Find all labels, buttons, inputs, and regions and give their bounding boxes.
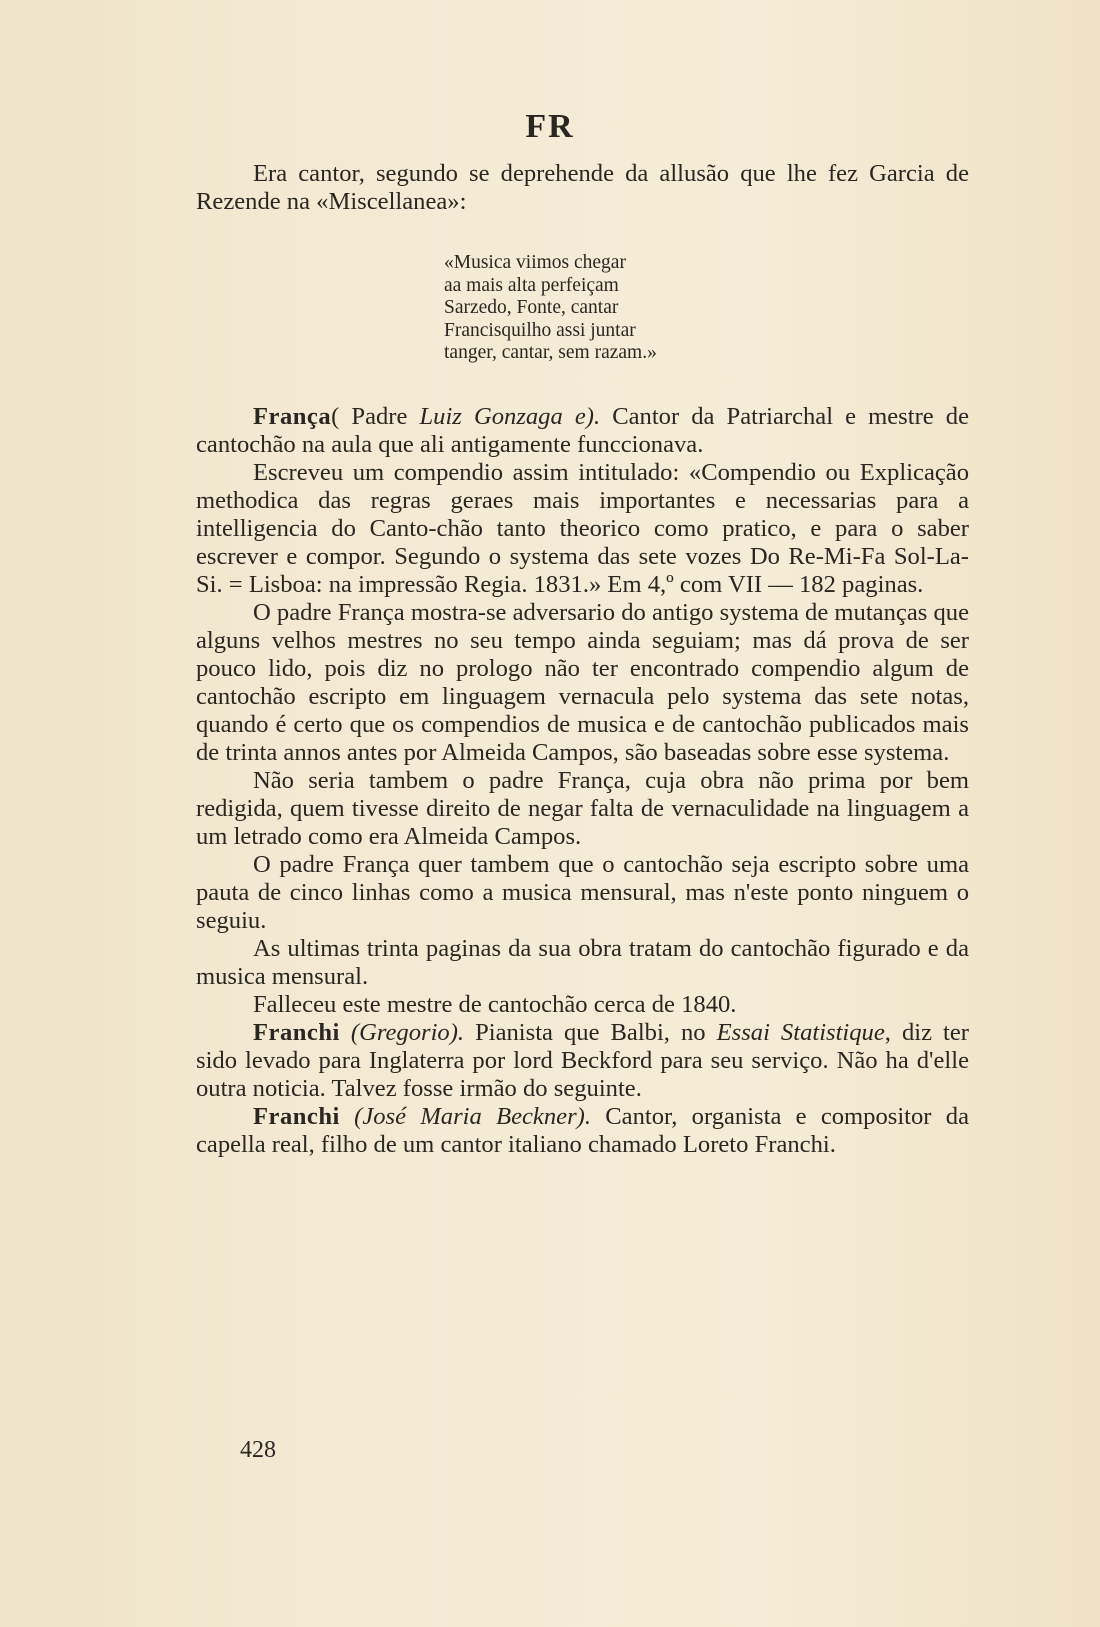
paragraph: Escreveu um compendio assim intitulado: «Compendio ou Explicação methodica das regras geraes mais importantes e necessarias para a intelligencia do Canto-chão tanto theorico como pratico, e para o saber escrever e compor. Segundo o systema das sete vozes Do Re-Mi-Fa Sol-La-Si. = Lisboa: na impressão Regia. 1831.» Em 4,º com VII — 182 paginas. (196, 458, 969, 598)
body-text (196, 160, 969, 1159)
entry-qualifier-italic: (José Maria Beckner). (354, 1102, 591, 1130)
entry-text: Cantor, organista e compositor da capella real, filho de um cantor italiano chamado Loreto Franchi. (196, 1102, 969, 1158)
running-head: FR (525, 108, 575, 145)
entry-text: Cantor da Patriarchal e mestre de cantochão na aula que ali antigamente funccionava. (196, 402, 969, 458)
verse-line: «Musica viimos chegar (444, 252, 626, 273)
work-title: Essai Statistique (716, 1018, 885, 1046)
entry-qualifier: ( Padre (331, 402, 420, 430)
entry-franchi-gregorio (196, 1019, 969, 1103)
paragraph: O padre França mostra-se adversario do antigo systema de mutanças que alguns velhos mestres no seu tempo ainda seguiam; mas dá prova de ser pouco lido, pois diz no prologo não ter encontrado compendio algum de cantochão escripto em linguagem vernacula pelo systema das sete notas, quando é certo que os compendios de musica e de cantochão publicados mais de trinta annos antes por Almeida Campos, são baseadas sobre esse systema. (196, 598, 969, 766)
entry-heading: Franchi (253, 1018, 340, 1046)
paragraph: Não seria tambem o padre França, cuja obra não prima por bem redigida, quem tivesse direito de negar falta de vernaculidade na linguagem a um letrado como era Almeida Campos. (196, 766, 969, 850)
verse-quote (444, 252, 969, 365)
entry-qualifier-italic: (Gregorio). (350, 1018, 465, 1046)
paragraph: As ultimas trinta paginas da sua obra tratam do cantochão figurado e da musica mensural. (196, 934, 969, 990)
entry-franchi-jose (196, 1103, 969, 1159)
page-number: 428 (240, 1437, 276, 1463)
verse-line: aa mais alta perfeiçam (444, 274, 619, 296)
entry-franca (196, 403, 969, 459)
entry-heading: França (253, 402, 332, 430)
paragraph: Falleceu este mestre de cantochão cerca de 1840. (253, 990, 737, 1018)
intro-paragraph: Era cantor, segundo se deprehende da allusão que lhe fez Garcia de Rezende na «Miscellanea»: (196, 160, 969, 215)
entry-qualifier-italic: Luiz Gonzaga e). (419, 402, 601, 430)
verse-line: tanger, cantar, sem razam.» (444, 342, 657, 363)
paragraph: O padre França quer tambem que o cantochão seja escripto sobre uma pauta de cinco linhas como a musica mensural, mas n'este ponto ninguem o seguiu. (196, 850, 969, 934)
verse-line: Sarzedo, Fonte, cantar (444, 297, 619, 318)
entry-text: , diz ter sido levado para Inglaterra por lord Beckford para seu serviço. Não ha d'elle outra noticia. Talvez fosse irmão do seguinte. (196, 1018, 969, 1102)
entry-heading: Franchi (253, 1102, 340, 1130)
entry-text: Pianista que Balbi, no (464, 1018, 717, 1046)
verse-line: Francisquilho assi juntar (444, 319, 636, 341)
